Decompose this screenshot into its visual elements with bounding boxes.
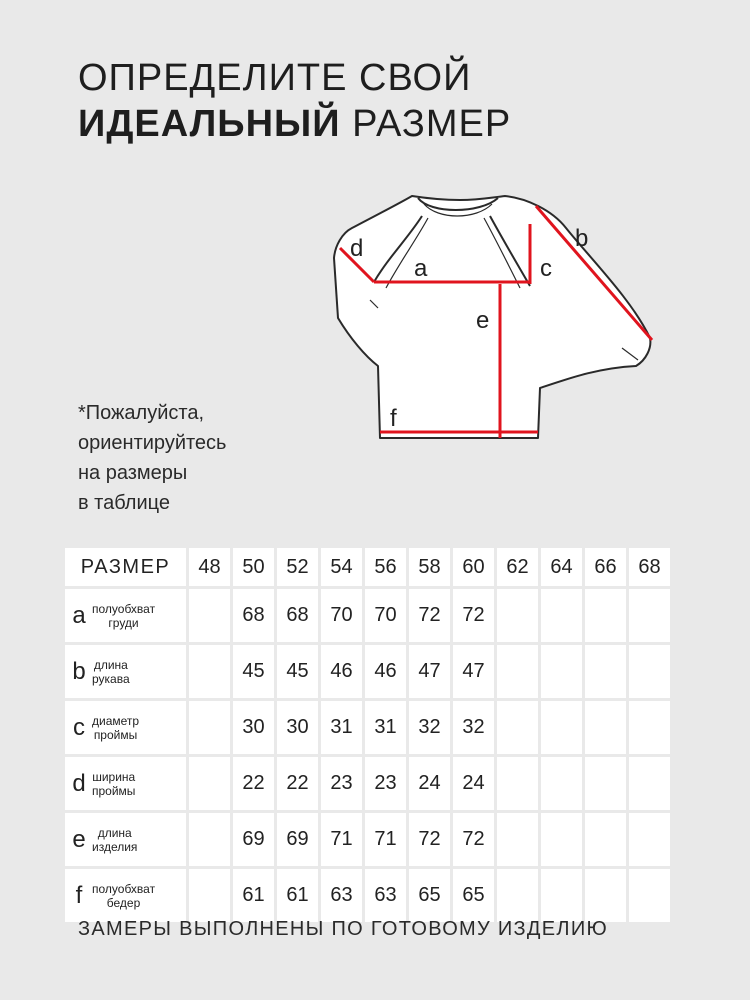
- size-value-cell: [497, 701, 538, 754]
- measure-description: [92, 770, 135, 798]
- measure-description: [92, 602, 155, 630]
- size-value-cell: 22: [233, 757, 274, 810]
- table-row: [65, 589, 670, 642]
- size-value-cell: [497, 813, 538, 866]
- measure-desc-line: изделия: [92, 839, 138, 854]
- size-value-cell: [585, 645, 626, 698]
- size-value-cell: 22: [277, 757, 318, 810]
- measure-letter: b: [72, 657, 86, 685]
- measure-letter: c: [73, 713, 85, 741]
- size-value-cell: [189, 757, 230, 810]
- measure-label: [65, 602, 186, 630]
- size-value-cell: [585, 757, 626, 810]
- table-row: [65, 645, 670, 698]
- diagram-label-d: d: [350, 235, 364, 262]
- size-header: 48: [189, 548, 230, 586]
- measure-label-cell: [65, 757, 186, 810]
- measure-desc-line: полуобхват: [92, 881, 156, 896]
- measure-letter: a: [72, 601, 86, 629]
- measure-label: [65, 658, 186, 686]
- measure-letter: e: [72, 825, 86, 853]
- measure-desc-line: проймы: [93, 727, 138, 742]
- diagram-label-b: b: [575, 225, 589, 252]
- note-line: ориентируйтесь: [78, 432, 227, 454]
- size-header: 56: [365, 548, 406, 586]
- measure-desc-line: бедер: [106, 895, 141, 910]
- measure-description: [92, 714, 139, 742]
- size-value-cell: 68: [233, 589, 274, 642]
- measure-label: [65, 770, 186, 798]
- measure-desc-line: длина: [93, 657, 128, 672]
- size-value-cell: [497, 589, 538, 642]
- size-header: 62: [497, 548, 538, 586]
- table-row: [65, 701, 670, 754]
- size-value-cell: 72: [453, 589, 494, 642]
- size-value-cell: [189, 645, 230, 698]
- size-value-cell: [585, 869, 626, 922]
- diagram-label-e: e: [476, 307, 490, 334]
- size-header: 58: [409, 548, 450, 586]
- size-value-cell: 32: [453, 701, 494, 754]
- measure-label: [65, 882, 186, 910]
- measure-desc-line: рукава: [92, 671, 130, 686]
- title-rest-word: РАЗМЕР: [352, 103, 512, 145]
- size-value-cell: 71: [365, 813, 406, 866]
- size-value-cell: 30: [233, 701, 274, 754]
- size-value-cell: [497, 869, 538, 922]
- size-value-cell: 32: [409, 701, 450, 754]
- size-value-cell: [541, 813, 582, 866]
- footer-note: ЗАМЕРЫ ВЫПОЛНЕНЫ ПО ГОТОВОМУ ИЗДЕЛИЮ: [78, 918, 609, 940]
- size-value-cell: [541, 589, 582, 642]
- size-value-cell: [189, 589, 230, 642]
- table-row: [65, 869, 670, 922]
- size-value-cell: [189, 701, 230, 754]
- size-value-cell: 63: [321, 869, 362, 922]
- size-value-cell: 24: [453, 757, 494, 810]
- measure-label-cell: [65, 645, 186, 698]
- size-value-cell: [541, 757, 582, 810]
- size-header: 54: [321, 548, 362, 586]
- note-line: *Пожалуйста,: [78, 402, 205, 424]
- size-value-cell: 46: [321, 645, 362, 698]
- measure-desc-line: ширина: [92, 769, 136, 784]
- size-header: 68: [629, 548, 670, 586]
- measure-description: [92, 882, 155, 910]
- size-value-cell: 69: [277, 813, 318, 866]
- measure-label-cell: [65, 701, 186, 754]
- size-value-cell: 65: [409, 869, 450, 922]
- size-value-cell: [541, 869, 582, 922]
- size-value-cell: [189, 813, 230, 866]
- size-value-cell: 24: [409, 757, 450, 810]
- page-title: [78, 55, 511, 147]
- measure-desc-line: диаметр: [92, 713, 140, 728]
- size-value-cell: 23: [321, 757, 362, 810]
- size-value-cell: 69: [233, 813, 274, 866]
- measure-label: [65, 826, 186, 854]
- size-value-cell: 23: [365, 757, 406, 810]
- table-row: [65, 757, 670, 810]
- garment-diagram: [330, 188, 660, 450]
- size-value-cell: [497, 645, 538, 698]
- note-line: на размеры: [78, 462, 188, 484]
- title-line-1: ОПРЕДЕЛИТЕ СВОЙ: [78, 57, 472, 99]
- title-line-2: [78, 101, 511, 147]
- size-value-cell: [541, 701, 582, 754]
- size-value-cell: 72: [409, 813, 450, 866]
- size-header: 64: [541, 548, 582, 586]
- measure-desc-line: длина: [97, 825, 132, 840]
- size-header: 66: [585, 548, 626, 586]
- size-header: 60: [453, 548, 494, 586]
- measure-desc-line: полуобхват: [92, 601, 156, 616]
- measure-description: [92, 826, 137, 854]
- size-value-cell: 70: [365, 589, 406, 642]
- measure-description: [92, 658, 130, 686]
- size-header: 50: [233, 548, 274, 586]
- diagram-label-c: c: [540, 255, 552, 282]
- size-value-cell: 61: [233, 869, 274, 922]
- size-value-cell: 72: [409, 589, 450, 642]
- diagram-label-f: f: [390, 405, 397, 432]
- size-value-cell: 45: [233, 645, 274, 698]
- size-value-cell: [497, 757, 538, 810]
- size-value-cell: [541, 645, 582, 698]
- table-row: [65, 813, 670, 866]
- size-value-cell: [585, 813, 626, 866]
- size-value-cell: [629, 813, 670, 866]
- size-value-cell: [189, 869, 230, 922]
- size-value-cell: 68: [277, 589, 318, 642]
- measure-label-cell: [65, 869, 186, 922]
- note-line: в таблице: [78, 492, 170, 514]
- measure-desc-line: проймы: [92, 783, 136, 798]
- size-value-cell: 31: [321, 701, 362, 754]
- size-value-cell: [585, 589, 626, 642]
- size-value-cell: 47: [453, 645, 494, 698]
- diagram-label-a: a: [414, 255, 428, 282]
- size-value-cell: 31: [365, 701, 406, 754]
- size-value-cell: 30: [277, 701, 318, 754]
- size-header-label: РАЗМЕР: [65, 548, 186, 586]
- size-value-cell: 47: [409, 645, 450, 698]
- measure-letter: d: [72, 769, 86, 797]
- table-header-row: [65, 548, 670, 586]
- size-value-cell: 63: [365, 869, 406, 922]
- size-value-cell: [629, 757, 670, 810]
- size-value-cell: [629, 869, 670, 922]
- measure-label-cell: [65, 813, 186, 866]
- measure-label-cell: [65, 589, 186, 642]
- measure-label: [65, 714, 186, 742]
- size-value-cell: 45: [277, 645, 318, 698]
- size-value-cell: 46: [365, 645, 406, 698]
- size-header: 52: [277, 548, 318, 586]
- size-value-cell: [629, 589, 670, 642]
- size-value-cell: 72: [453, 813, 494, 866]
- size-value-cell: [629, 701, 670, 754]
- size-value-cell: 65: [453, 869, 494, 922]
- size-value-cell: 70: [321, 589, 362, 642]
- size-value-cell: 61: [277, 869, 318, 922]
- title-bold-word: ИДЕАЛЬНЫЙ: [78, 103, 341, 145]
- size-value-cell: [629, 645, 670, 698]
- measure-desc-line: груди: [108, 615, 139, 630]
- measure-letter: f: [75, 881, 83, 909]
- size-value-cell: 71: [321, 813, 362, 866]
- size-note: [78, 398, 226, 518]
- size-table: [62, 545, 673, 925]
- size-value-cell: [585, 701, 626, 754]
